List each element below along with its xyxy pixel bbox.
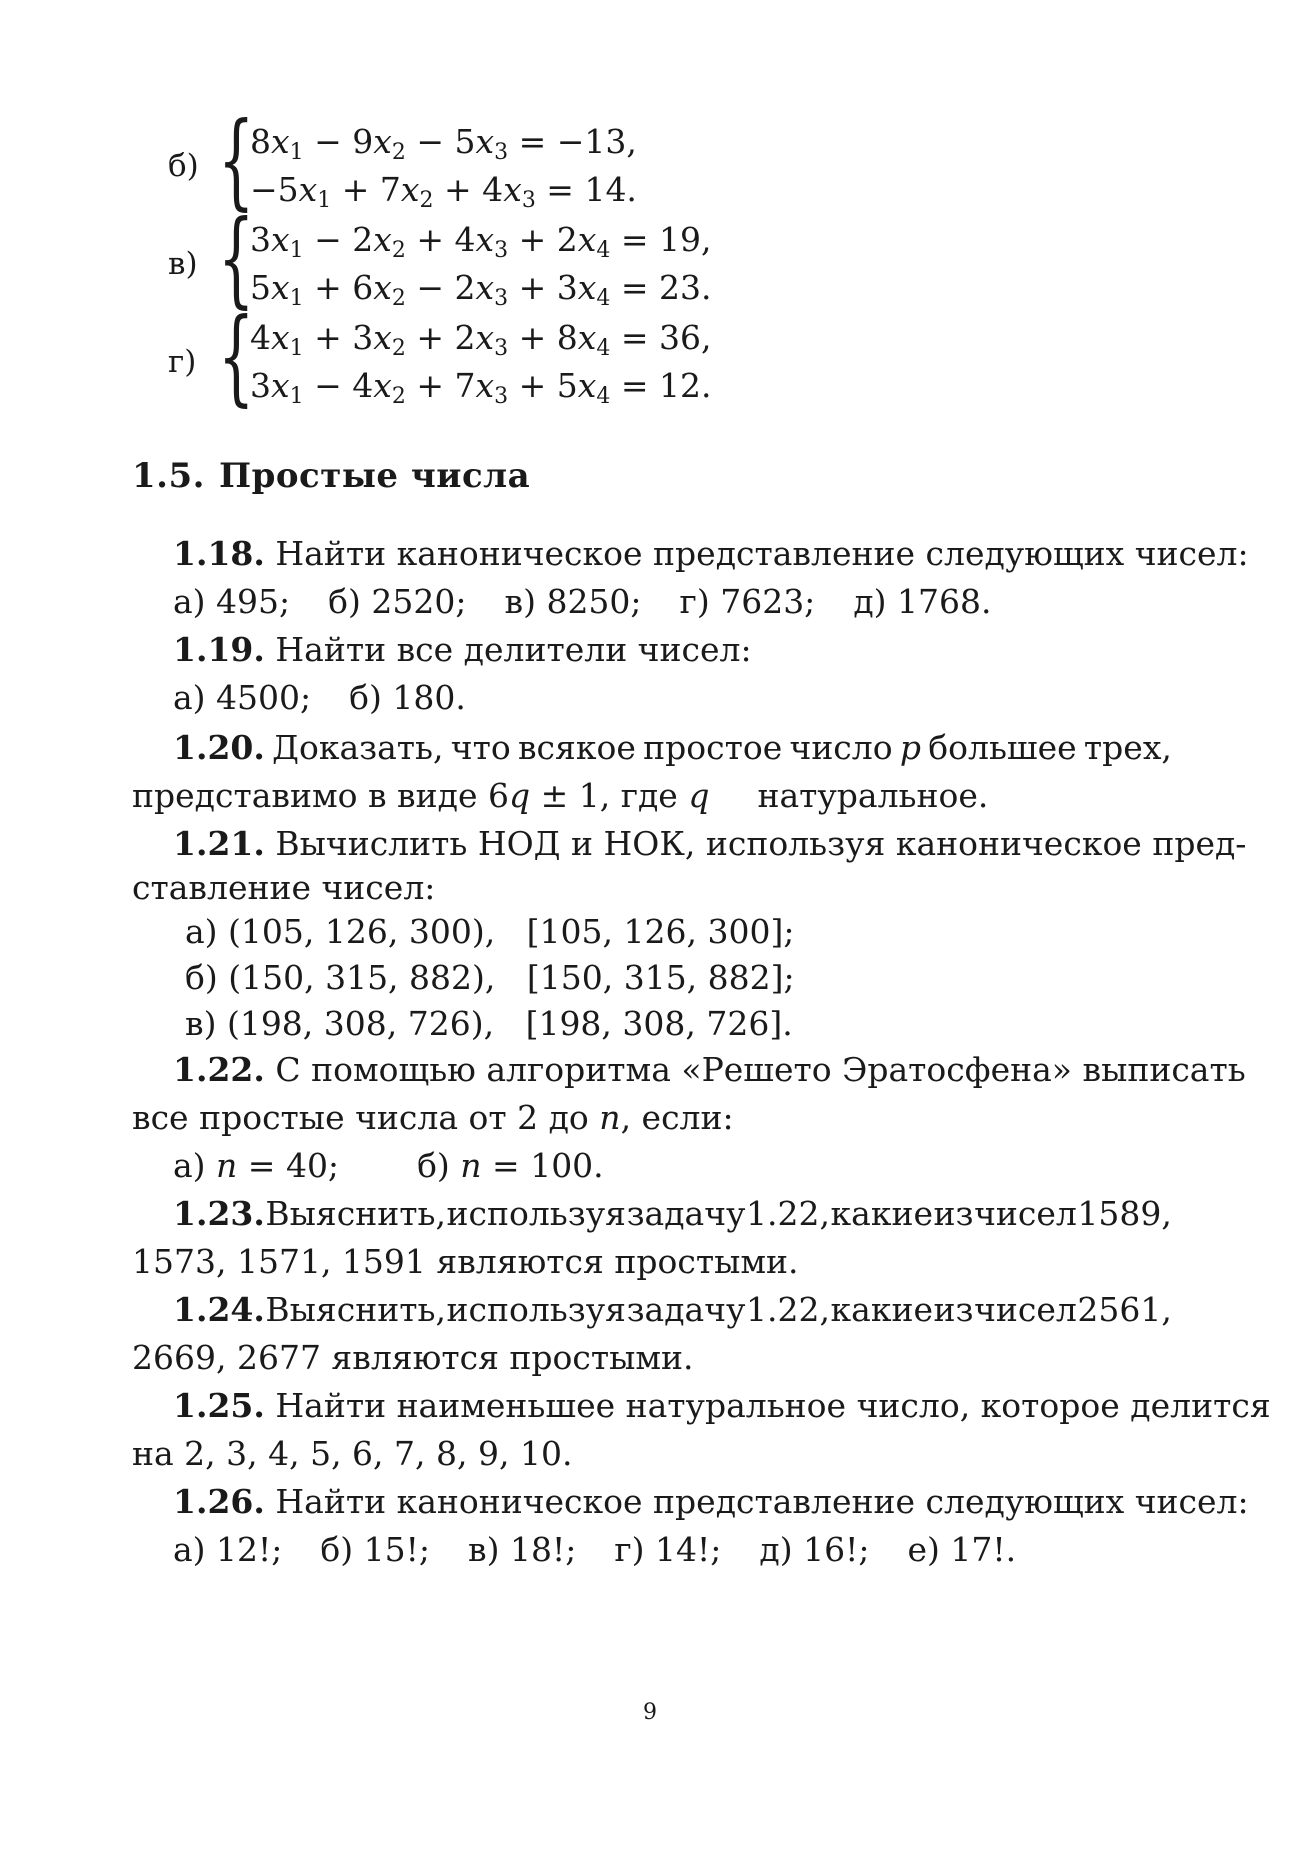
- coefficient: − 2: [303, 220, 374, 259]
- problem-1-20-line2: [132, 774, 988, 818]
- problem-number: 1.25.: [173, 1386, 265, 1425]
- math-variable: x: [577, 268, 597, 307]
- word: 1589,: [1077, 1194, 1172, 1233]
- equation-tail: = 23.: [610, 268, 712, 307]
- coefficient: + 7: [405, 366, 476, 405]
- math-variable: x: [373, 122, 392, 161]
- answer-item: е) 17!.: [907, 1530, 1017, 1569]
- problem-1-24-line2: 2669, 2677 являются простыми.: [132, 1338, 694, 1377]
- math-variable: n: [216, 1146, 238, 1185]
- answer-item: а) 12!;: [173, 1530, 283, 1569]
- problem-1-18-items: [173, 580, 1029, 624]
- subscript: 3: [494, 238, 509, 263]
- subscript: 2: [391, 238, 406, 263]
- problem-1-24-line1: [173, 1288, 1172, 1332]
- problem-number: 1.24.: [173, 1290, 265, 1329]
- math-variable: q: [688, 776, 710, 815]
- coefficient: 3: [250, 220, 271, 259]
- coefficient: + 5: [508, 366, 578, 405]
- subscript: 3: [521, 188, 536, 213]
- answer-item: б) 180.: [349, 678, 466, 717]
- text-fragment: натуральное.: [757, 776, 989, 815]
- subscript: 1: [289, 238, 304, 263]
- coefficient: + 2: [508, 220, 578, 259]
- problem-1-25-line1: [173, 1384, 1271, 1428]
- word: Выяснить,: [265, 1194, 446, 1233]
- coefficient: − 4: [303, 366, 374, 405]
- problem-1-23-line2: 1573, 1571, 1591 являются простыми.: [132, 1242, 799, 1281]
- answer-item: в) 18!;: [468, 1530, 577, 1569]
- answer-item: д) 16!;: [759, 1530, 870, 1569]
- word: задачу: [626, 1194, 746, 1233]
- equation-tail: = 19,: [610, 220, 712, 259]
- coefficient: 4: [250, 318, 271, 357]
- math-variable: x: [271, 220, 290, 259]
- coefficient: + 4: [433, 170, 504, 209]
- word: Доказать,: [272, 728, 444, 767]
- system-label: г): [168, 344, 197, 380]
- system-g: [168, 295, 712, 417]
- word: всякое: [517, 728, 636, 767]
- left-brace-icon: {: [218, 295, 255, 417]
- coefficient: + 4: [405, 220, 476, 259]
- word: 2561,: [1077, 1290, 1172, 1329]
- problem-text: ставление чисел:: [132, 868, 436, 907]
- problem-1-18: [173, 532, 1249, 576]
- problem-number: 1.23.: [173, 1194, 265, 1233]
- problem-number: 1.20.: [173, 728, 265, 767]
- word: из: [933, 1290, 974, 1329]
- coefficient: 8: [250, 122, 271, 161]
- problem-1-21-line1: [173, 822, 1246, 866]
- problem-1-21-item-a: а) (105, 126, 300), [105, 126, 300];: [185, 912, 795, 951]
- math-variable: q: [508, 776, 531, 815]
- subscript: 2: [391, 336, 406, 361]
- equation-tail: = −13,: [508, 122, 637, 161]
- coefficient: + 3: [508, 268, 578, 307]
- subscript: 1: [289, 336, 304, 361]
- subscript: 1: [289, 286, 304, 311]
- problem-1-19-items: [173, 676, 504, 720]
- math-variable: p: [899, 728, 921, 767]
- word: что: [450, 728, 511, 767]
- problem-1-22-items: [173, 1144, 604, 1188]
- equation-tail: = 14.: [535, 170, 637, 209]
- answer-item: б) 2520;: [328, 582, 467, 621]
- subscript: 2: [419, 188, 434, 213]
- problem-text: С помощью алгоритма «Решето Эратосфена» выписать: [275, 1050, 1246, 1089]
- coefficient: + 2: [405, 318, 476, 357]
- subscript: 4: [596, 384, 611, 409]
- coefficient: − 5: [405, 122, 476, 161]
- subscript: 3: [494, 140, 509, 165]
- math-variable: x: [475, 366, 495, 405]
- subscript: 1: [317, 188, 332, 213]
- subscript: 1: [289, 140, 304, 165]
- math-variable: x: [400, 170, 420, 209]
- coefficient: −5: [250, 170, 299, 209]
- problem-1-26-items: [173, 1528, 1054, 1572]
- answer-item: б) 15!;: [320, 1530, 431, 1569]
- subscript: 2: [391, 286, 406, 311]
- text-fragment: все простые числа от 2 до: [132, 1098, 600, 1137]
- left-brace-icon: {: [218, 197, 255, 319]
- word: задачу: [626, 1290, 746, 1329]
- section-heading: [132, 456, 530, 496]
- problem-1-19: [173, 628, 752, 672]
- text-fragment: б): [417, 1146, 461, 1185]
- subscript: 1: [289, 384, 304, 409]
- text-fragment: = 100.: [481, 1146, 604, 1185]
- word: трех,: [1083, 728, 1172, 767]
- math-variable: x: [475, 122, 495, 161]
- subscript: 4: [596, 286, 611, 311]
- math-variable: x: [271, 122, 290, 161]
- equation-tail: = 36,: [610, 318, 712, 357]
- problem-text: Вычислить НОД и НОК, используя каноническое пред-: [275, 824, 1247, 863]
- problem-number: 1.19.: [173, 630, 265, 669]
- math-variable: x: [475, 220, 495, 259]
- problem-1-21-item-b: б) (150, 315, 882), [150, 315, 882];: [185, 958, 795, 997]
- subscript: 2: [391, 140, 406, 165]
- word: простое: [643, 728, 783, 767]
- problem-1-22-line2: [132, 1096, 734, 1140]
- math-variable: x: [271, 366, 290, 405]
- math-variable: x: [271, 268, 290, 307]
- word: какие: [830, 1194, 933, 1233]
- answer-item: в) 8250;: [504, 582, 642, 621]
- subscript: 2: [391, 384, 406, 409]
- answer-item: а) 4500;: [173, 678, 312, 717]
- answer-item: а) 495;: [173, 582, 291, 621]
- equation: [250, 168, 637, 212]
- coefficient: + 3: [303, 318, 374, 357]
- equation: [250, 218, 712, 262]
- text-fragment: ± 1, где: [530, 776, 689, 815]
- math-variable: x: [271, 318, 290, 357]
- text-fragment: представимо в виде 6: [132, 776, 509, 815]
- word: используя: [446, 1290, 627, 1329]
- equation: [250, 266, 712, 310]
- word: какие: [830, 1290, 933, 1329]
- section-title: Простые числа: [219, 456, 531, 496]
- word: Выяснить,: [265, 1290, 446, 1329]
- subscript: 4: [596, 336, 611, 361]
- math-variable: x: [503, 170, 522, 209]
- problem-1-23-line1: [173, 1192, 1172, 1236]
- word: 1.22,: [746, 1194, 830, 1233]
- math-variable: x: [577, 220, 597, 259]
- math-variable: x: [577, 366, 597, 405]
- problem-1-26: [173, 1480, 1249, 1524]
- problem-1-21-item-v: в) (198, 308, 726), [198, 308, 726].: [185, 1004, 793, 1043]
- math-variable: x: [298, 170, 318, 209]
- math-variable: n: [599, 1098, 621, 1137]
- text-fragment: = 40;: [237, 1146, 340, 1185]
- math-variable: x: [373, 268, 392, 307]
- system-label: в): [168, 246, 198, 282]
- problem-number: 1.18.: [173, 534, 265, 573]
- page-number: 9: [643, 1700, 657, 1725]
- word: используя: [446, 1194, 627, 1233]
- word: из: [933, 1194, 974, 1233]
- word: 1.22,: [746, 1290, 830, 1329]
- system-label: б): [168, 148, 199, 184]
- subscript: 3: [494, 384, 509, 409]
- problem-number: 1.21.: [173, 824, 265, 863]
- math-variable: x: [577, 318, 597, 357]
- problem-1-20-line1: [173, 726, 1172, 770]
- equation-tail: = 12.: [610, 366, 712, 405]
- equation: [250, 364, 712, 408]
- coefficient: − 9: [303, 122, 374, 161]
- coefficient: 5: [250, 268, 271, 307]
- problem-text: Найти каноническое представление следующих чисел:: [275, 1482, 1249, 1521]
- problem-number: 1.26.: [173, 1482, 265, 1521]
- problem-1-21-line2: [132, 866, 435, 910]
- subscript: 4: [596, 238, 611, 263]
- problem-1-25-line2: на 2, 3, 4, 5, 6, 7, 8, 9, 10.: [132, 1434, 573, 1473]
- math-variable: n: [460, 1146, 482, 1185]
- math-variable: x: [475, 318, 495, 357]
- word: чисел: [974, 1290, 1077, 1329]
- math-variable: x: [373, 366, 392, 405]
- subscript: 3: [494, 336, 509, 361]
- problem-text: Найти наименьшее натуральное число, которое делится: [275, 1386, 1271, 1425]
- math-variable: x: [373, 220, 392, 259]
- answer-item: д) 1768.: [853, 582, 992, 621]
- coefficient: + 6: [303, 268, 374, 307]
- text-fragment: , если:: [620, 1098, 734, 1137]
- problem-text: Найти все делители чисел:: [275, 630, 752, 669]
- answer-item: г) 14!;: [614, 1530, 722, 1569]
- math-variable: x: [373, 318, 392, 357]
- problem-number: 1.22.: [173, 1050, 265, 1089]
- subscript: 3: [494, 286, 509, 311]
- problem-text: Найти каноническое представление следующих чисел:: [275, 534, 1249, 573]
- coefficient: − 2: [405, 268, 476, 307]
- coefficient: + 7: [331, 170, 401, 209]
- word: большее: [928, 728, 1077, 767]
- text-fragment: а): [173, 1146, 217, 1185]
- math-variable: x: [475, 268, 495, 307]
- word: число: [789, 728, 893, 767]
- coefficient: 3: [250, 366, 271, 405]
- equation: [250, 316, 712, 360]
- section-number: 1.5.: [132, 456, 205, 496]
- problem-1-22-line1: [173, 1048, 1246, 1092]
- equation: [250, 120, 637, 164]
- coefficient: + 8: [508, 318, 578, 357]
- answer-item: г) 7623;: [679, 582, 816, 621]
- left-brace-icon: {: [218, 99, 255, 221]
- word: чисел: [974, 1194, 1077, 1233]
